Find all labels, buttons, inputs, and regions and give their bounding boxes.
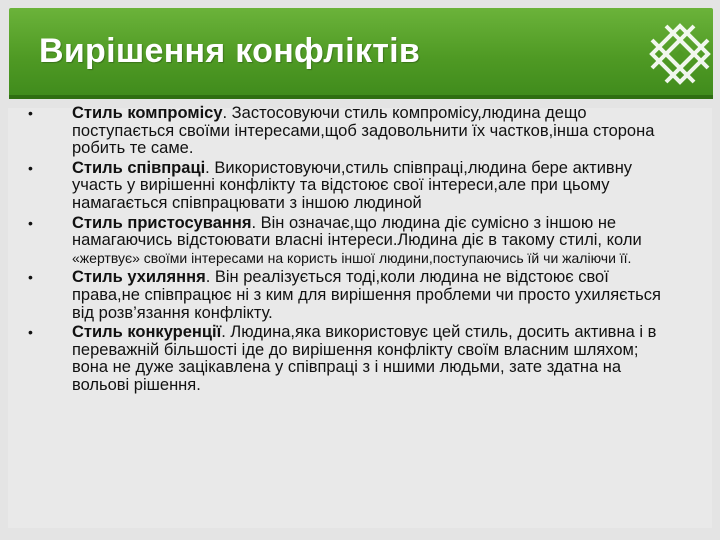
interlaced-lattice-icon — [648, 22, 712, 86]
bullet-term: Стиль ухиляння — [72, 268, 206, 287]
bullet-term: Стиль пристосування — [72, 213, 252, 232]
bullet-mark: • — [28, 269, 33, 286]
bullet-mark: • — [28, 105, 33, 121]
bullet-mark: • — [28, 214, 33, 231]
bullet-text-small: «жертвує» своїми інтересами на користь іншої людини,поступаючись їй чи жаліючи її. — [72, 249, 632, 266]
bullet-text: . Використовуючи,стиль співпраці,людина бере активну участь у вирішенні конфлікту та відстоює свої інтереси,але при цьому намагається співпрацювати з іншою людиной — [72, 158, 633, 212]
bullet-text: . Він означає,що людина діє сумісно з іншою не намагаючись відстоювати власні інтереси.Людина діє в такому стилі, коли — [72, 213, 642, 250]
bullet-mark: • — [28, 159, 33, 176]
bullet-list — [26, 105, 666, 397]
bullet-text: . Людина,яка використовує цей стиль, досить активна і в переважній більшості іде до вирішення конфлікту своїм власним шляхом; вона не дуже зацікавлена у співпраці з і ншими людьми, зате здатна на вольові рішення. — [72, 323, 657, 394]
list-item — [26, 269, 666, 322]
title-bar — [9, 8, 713, 99]
bullet-mark: • — [28, 324, 33, 341]
bullet-text: . Застосовуючи стиль компромісу,людина дещо поступається своїми інтересами,щоб задовольнити їх частков,інша сторона робить те саме. — [72, 104, 655, 158]
bullet-term: Стиль конкуренції — [72, 323, 222, 342]
list-item — [26, 215, 666, 268]
list-item — [26, 324, 666, 394]
list-item — [26, 105, 666, 158]
bullet-term: Стиль співпраці — [72, 158, 206, 177]
list-item — [26, 160, 666, 213]
slide-title: Вирішення конфліктів — [39, 32, 421, 70]
bullet-text: . Він реалізується тоді,коли людина не відстоює свої права,не співпрацює ні з ким для вирішення проблеми чи просто ухиляється від розв’язання конфлікту. — [72, 268, 661, 322]
bullet-term: Стиль компромісу — [72, 104, 223, 122]
